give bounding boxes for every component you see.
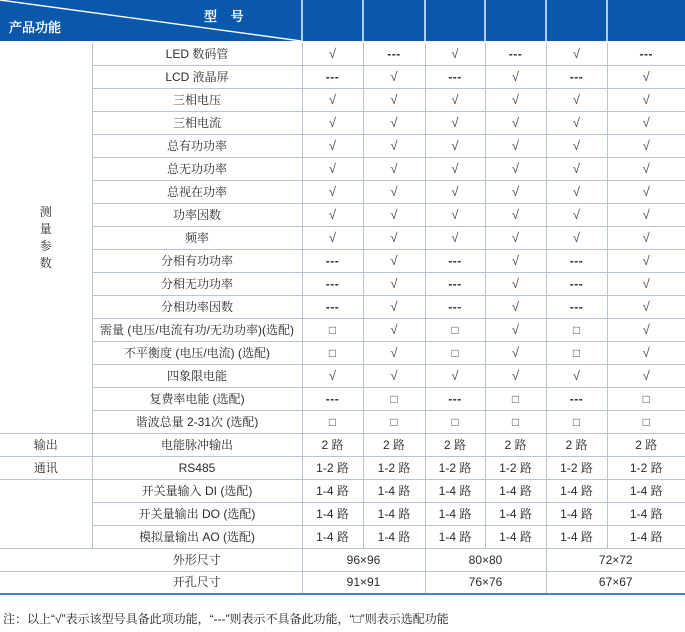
feature-value-cell: --- xyxy=(302,295,363,318)
feature-value-cell: --- xyxy=(425,249,485,272)
model-column-header xyxy=(546,0,607,42)
dimension-value-cell: 72×72 xyxy=(546,548,685,571)
feature-value-cell: √ xyxy=(607,88,685,111)
feature-value-cell: √ xyxy=(607,180,685,203)
feature-value-cell: --- xyxy=(425,65,485,88)
feature-value-cell: √ xyxy=(363,88,425,111)
feature-value-cell: √ xyxy=(485,65,546,88)
feature-value-cell: 1-2 路 xyxy=(302,456,363,479)
feature-value-cell: --- xyxy=(302,272,363,295)
feature-value-cell: 1-2 路 xyxy=(425,456,485,479)
feature-value-cell: 1-4 路 xyxy=(363,502,425,525)
dimension-value-cell: 76×76 xyxy=(425,571,546,594)
category-cell: 输出 xyxy=(0,433,92,456)
feature-value-cell: √ xyxy=(302,157,363,180)
feature-value-cell: □ xyxy=(363,387,425,410)
feature-value-cell: √ xyxy=(363,272,425,295)
feature-value-cell: √ xyxy=(363,364,425,387)
feature-value-cell: √ xyxy=(546,42,607,65)
feature-value-cell: √ xyxy=(485,111,546,134)
feature-value-cell: √ xyxy=(485,249,546,272)
table-row xyxy=(0,318,685,341)
feature-value-cell: √ xyxy=(607,318,685,341)
feature-value-cell: 1-4 路 xyxy=(363,479,425,502)
feature-value-cell: √ xyxy=(363,318,425,341)
table-row xyxy=(0,180,685,203)
feature-value-cell: √ xyxy=(607,65,685,88)
feature-value-cell: --- xyxy=(546,65,607,88)
feature-value-cell: √ xyxy=(302,111,363,134)
feature-value-cell: 1-4 路 xyxy=(546,502,607,525)
table-row xyxy=(0,525,685,548)
feature-value-cell: √ xyxy=(546,364,607,387)
feature-value-cell: √ xyxy=(607,111,685,134)
feature-value-cell: 1-4 路 xyxy=(425,479,485,502)
feature-value-cell: √ xyxy=(546,180,607,203)
feature-value-cell: --- xyxy=(425,272,485,295)
feature-value-cell: √ xyxy=(425,364,485,387)
table-row xyxy=(0,456,685,479)
feature-value-cell: √ xyxy=(485,88,546,111)
table-row xyxy=(0,249,685,272)
feature-value-cell: √ xyxy=(546,157,607,180)
model-column-header xyxy=(485,0,546,42)
model-column-header xyxy=(302,0,363,42)
feature-value-cell: √ xyxy=(607,364,685,387)
feature-value-cell: 1-4 路 xyxy=(302,479,363,502)
feature-value-cell: --- xyxy=(302,249,363,272)
feature-label-cell: 三相电压 xyxy=(92,88,302,111)
feature-value-cell: √ xyxy=(607,157,685,180)
feature-value-cell: √ xyxy=(485,226,546,249)
feature-value-cell: √ xyxy=(302,88,363,111)
feature-value-cell: √ xyxy=(363,65,425,88)
table-row xyxy=(0,387,685,410)
feature-value-cell: □ xyxy=(607,387,685,410)
dimension-value-cell: 96×96 xyxy=(302,548,425,571)
feature-value-cell: □ xyxy=(607,410,685,433)
feature-value-cell: √ xyxy=(302,42,363,65)
feature-value-cell: 1-2 路 xyxy=(546,456,607,479)
feature-label-cell: 开关量输出 DO (选配) xyxy=(92,502,302,525)
feature-value-cell: 1-4 路 xyxy=(485,479,546,502)
feature-value-cell: √ xyxy=(485,272,546,295)
feature-value-cell: --- xyxy=(425,295,485,318)
feature-value-cell: 1-2 路 xyxy=(607,456,685,479)
feature-label-cell: 电能脉冲输出 xyxy=(92,433,302,456)
table-row xyxy=(0,364,685,387)
dimension-value-cell: 67×67 xyxy=(546,571,685,594)
feature-label-cell: 开关量输入 DI (选配) xyxy=(92,479,302,502)
feature-value-cell: √ xyxy=(363,295,425,318)
feature-value-cell: √ xyxy=(546,226,607,249)
feature-value-cell: √ xyxy=(546,134,607,157)
feature-label-cell: 分相功率因数 xyxy=(92,295,302,318)
feature-value-cell: √ xyxy=(485,203,546,226)
feature-value-cell: 2 路 xyxy=(485,433,546,456)
feature-value-cell: √ xyxy=(363,226,425,249)
feature-value-cell: √ xyxy=(425,226,485,249)
feature-label-cell: 分相有功功率 xyxy=(92,249,302,272)
feature-label-cell: 功率因数 xyxy=(92,203,302,226)
feature-value-cell: □ xyxy=(425,410,485,433)
table-row xyxy=(0,203,685,226)
feature-value-cell: √ xyxy=(425,203,485,226)
feature-value-cell: √ xyxy=(363,180,425,203)
feature-value-cell: □ xyxy=(425,341,485,364)
feature-value-cell: □ xyxy=(302,341,363,364)
feature-value-cell: --- xyxy=(607,42,685,65)
table-row xyxy=(0,502,685,525)
feature-value-cell: □ xyxy=(425,318,485,341)
feature-value-cell: √ xyxy=(607,295,685,318)
feature-value-cell: √ xyxy=(425,42,485,65)
function-axis-label: 产品功能 xyxy=(9,20,62,35)
feature-label-cell: 谐波总量 2-31次 (选配) xyxy=(92,410,302,433)
feature-value-cell: √ xyxy=(485,180,546,203)
feature-label-cell: 四象限电能 xyxy=(92,364,302,387)
feature-value-cell: √ xyxy=(425,88,485,111)
feature-value-cell: 1-4 路 xyxy=(546,479,607,502)
feature-value-cell: 1-4 路 xyxy=(425,525,485,548)
category-cell: 测量参数 xyxy=(0,42,92,433)
feature-value-cell: --- xyxy=(546,272,607,295)
feature-value-cell: √ xyxy=(302,203,363,226)
feature-label-cell: 分相无功功率 xyxy=(92,272,302,295)
feature-value-cell: 2 路 xyxy=(425,433,485,456)
dimension-label-cell: 外形尺寸 xyxy=(0,548,302,571)
feature-label-cell: 复费率电能 (选配) xyxy=(92,387,302,410)
feature-value-cell: √ xyxy=(485,318,546,341)
feature-value-cell: √ xyxy=(607,249,685,272)
feature-label-cell: 总有功功率 xyxy=(92,134,302,157)
feature-value-cell: √ xyxy=(302,134,363,157)
feature-value-cell: 2 路 xyxy=(546,433,607,456)
dimension-value-cell: 91×91 xyxy=(302,571,425,594)
feature-value-cell: √ xyxy=(425,111,485,134)
dimension-row xyxy=(0,548,685,571)
feature-value-cell: --- xyxy=(546,295,607,318)
feature-value-cell: √ xyxy=(363,203,425,226)
table-row xyxy=(0,341,685,364)
feature-value-cell: √ xyxy=(546,203,607,226)
feature-value-cell: √ xyxy=(607,134,685,157)
feature-value-cell: 1-4 路 xyxy=(485,525,546,548)
dimension-label-cell: 开孔尺寸 xyxy=(0,571,302,594)
feature-label-cell: 不平衡度 (电压/电流) (选配) xyxy=(92,341,302,364)
feature-value-cell: √ xyxy=(607,203,685,226)
table-row xyxy=(0,272,685,295)
feature-label-cell: LED 数码管 xyxy=(92,42,302,65)
feature-value-cell: √ xyxy=(302,364,363,387)
feature-value-cell: 2 路 xyxy=(607,433,685,456)
feature-value-cell: √ xyxy=(425,157,485,180)
feature-value-cell: 2 路 xyxy=(363,433,425,456)
feature-label-cell: 需量 (电压/电流有功/无功功率)(选配) xyxy=(92,318,302,341)
feature-value-cell: --- xyxy=(302,387,363,410)
feature-value-cell: □ xyxy=(485,410,546,433)
feature-value-cell: √ xyxy=(546,88,607,111)
feature-value-cell: √ xyxy=(302,226,363,249)
feature-value-cell: □ xyxy=(546,318,607,341)
feature-value-cell: √ xyxy=(485,157,546,180)
feature-value-cell: 1-4 路 xyxy=(425,502,485,525)
category-cell xyxy=(0,479,92,548)
header-corner-cell xyxy=(0,0,302,42)
feature-value-cell: √ xyxy=(425,134,485,157)
model-column-header xyxy=(607,0,685,42)
feature-value-cell: □ xyxy=(485,387,546,410)
table-row xyxy=(0,111,685,134)
feature-value-cell: □ xyxy=(302,410,363,433)
feature-value-cell: √ xyxy=(363,341,425,364)
feature-value-cell: √ xyxy=(302,180,363,203)
feature-value-cell: √ xyxy=(425,180,485,203)
feature-value-cell: 1-4 路 xyxy=(302,502,363,525)
feature-value-cell: √ xyxy=(363,157,425,180)
feature-value-cell: 1-4 路 xyxy=(546,525,607,548)
feature-value-cell: --- xyxy=(546,249,607,272)
table-row xyxy=(0,42,685,65)
footnote: 注：以上“√”表示该型号具备此项功能，“---”则表示不具备此功能，“□”则表示选配功能 xyxy=(3,612,449,626)
feature-value-cell: 2 路 xyxy=(302,433,363,456)
feature-value-cell: √ xyxy=(546,111,607,134)
feature-value-cell: □ xyxy=(546,341,607,364)
feature-value-cell: --- xyxy=(302,65,363,88)
feature-value-cell: 1-4 路 xyxy=(363,525,425,548)
feature-value-cell: √ xyxy=(485,134,546,157)
feature-label-cell: 总无功功率 xyxy=(92,157,302,180)
feature-value-cell: 1-2 路 xyxy=(363,456,425,479)
feature-value-cell: □ xyxy=(363,410,425,433)
table-row xyxy=(0,157,685,180)
feature-value-cell: 1-4 路 xyxy=(607,479,685,502)
dimension-value-cell: 80×80 xyxy=(425,548,546,571)
feature-value-cell: √ xyxy=(607,272,685,295)
feature-value-cell: √ xyxy=(485,295,546,318)
feature-value-cell: √ xyxy=(363,111,425,134)
feature-label-cell: 总视在功率 xyxy=(92,180,302,203)
feature-value-cell: √ xyxy=(607,341,685,364)
feature-label-cell: 三相电流 xyxy=(92,111,302,134)
feature-value-cell: 1-2 路 xyxy=(485,456,546,479)
table-row xyxy=(0,479,685,502)
table-row xyxy=(0,433,685,456)
table-header-row xyxy=(0,0,685,42)
table-row xyxy=(0,65,685,88)
category-cell: 通讯 xyxy=(0,456,92,479)
feature-value-cell: --- xyxy=(425,387,485,410)
feature-value-cell: --- xyxy=(363,42,425,65)
feature-value-cell: √ xyxy=(485,341,546,364)
feature-value-cell: --- xyxy=(485,42,546,65)
table-row xyxy=(0,134,685,157)
feature-value-cell: √ xyxy=(485,364,546,387)
feature-value-cell: --- xyxy=(546,387,607,410)
feature-value-cell: √ xyxy=(363,249,425,272)
feature-label-cell: LCD 液晶屏 xyxy=(92,65,302,88)
feature-label-cell: 频率 xyxy=(92,226,302,249)
dimension-row xyxy=(0,571,685,594)
model-column-header xyxy=(425,0,485,42)
feature-value-cell: 1-4 路 xyxy=(485,502,546,525)
feature-value-cell: 1-4 路 xyxy=(607,525,685,548)
feature-label-cell: RS485 xyxy=(92,456,302,479)
feature-value-cell: √ xyxy=(363,134,425,157)
feature-value-cell: √ xyxy=(607,226,685,249)
table-row xyxy=(0,295,685,318)
feature-value-cell: 1-4 路 xyxy=(607,502,685,525)
table-row xyxy=(0,226,685,249)
feature-value-cell: 1-4 路 xyxy=(302,525,363,548)
table-row xyxy=(0,88,685,111)
feature-value-cell: □ xyxy=(546,410,607,433)
model-column-header xyxy=(363,0,425,42)
feature-label-cell: 模拟量输出 AO (选配) xyxy=(92,525,302,548)
table-row xyxy=(0,410,685,433)
model-axis-label: 型 号 xyxy=(204,9,249,24)
feature-value-cell: □ xyxy=(302,318,363,341)
